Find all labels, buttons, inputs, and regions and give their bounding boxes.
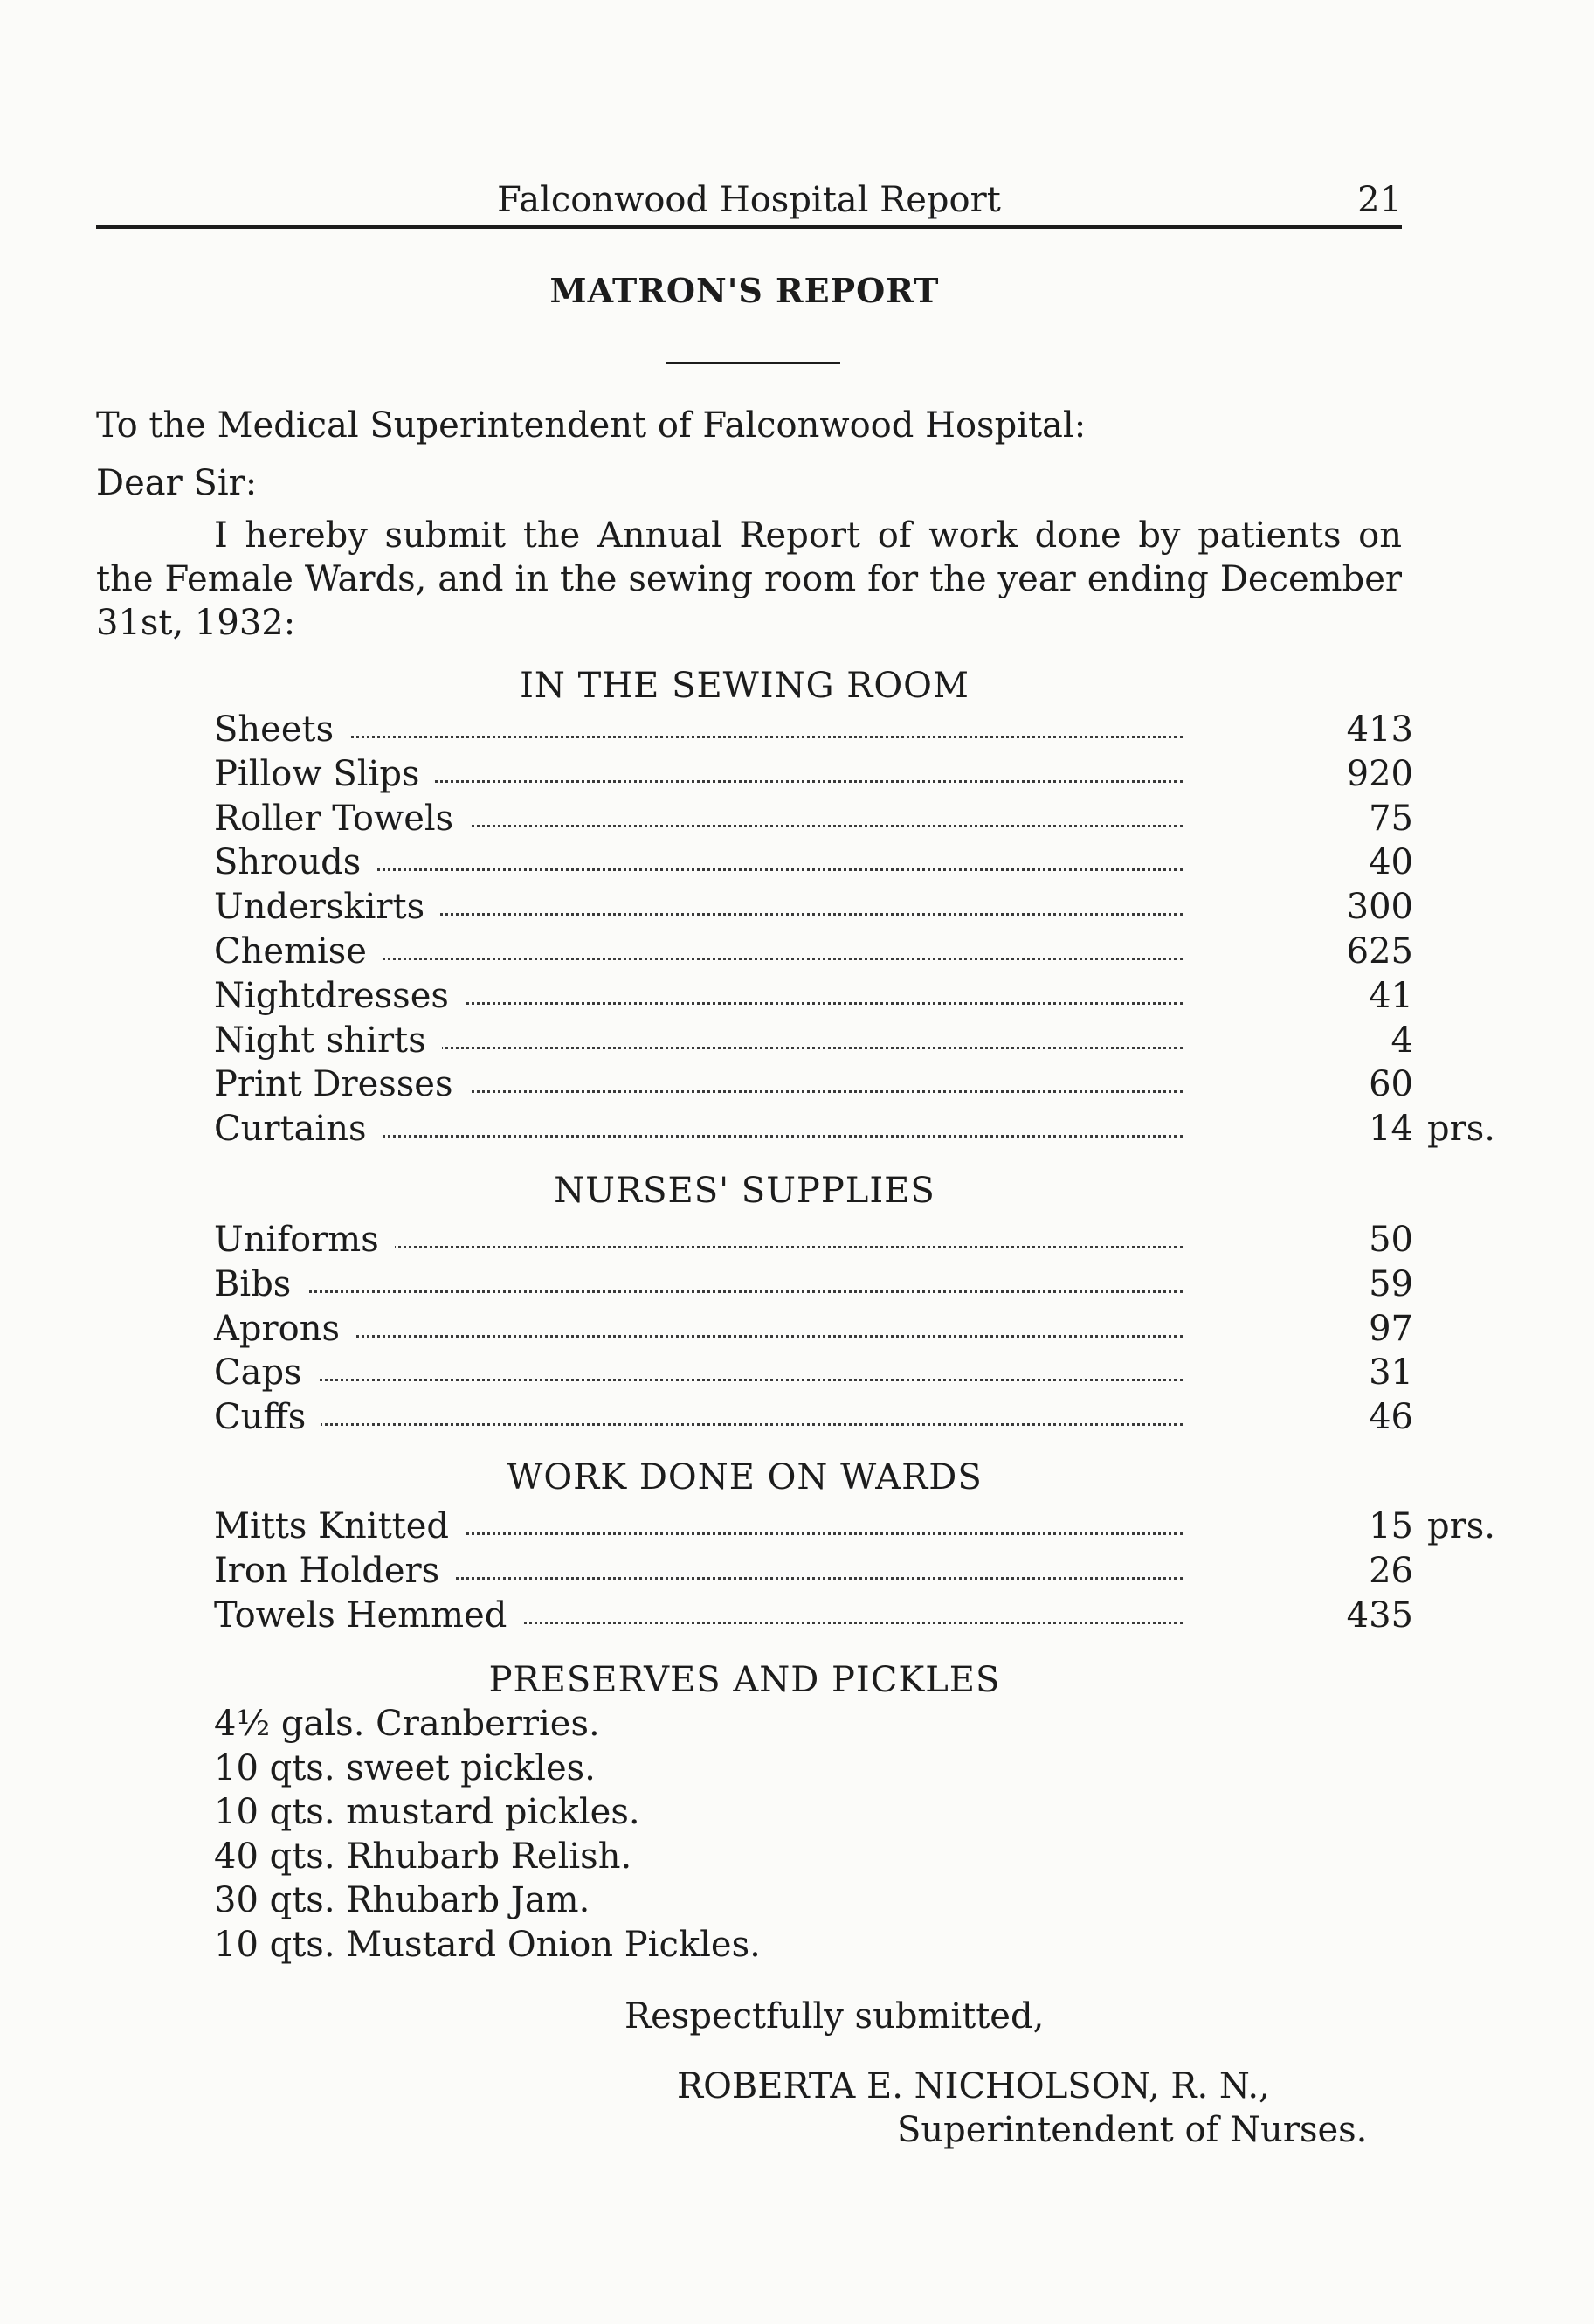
item-quantity: 60 <box>1369 1064 1413 1104</box>
preserve-item: 10 qts. Mustard Onion Pickles. <box>214 1925 761 1965</box>
section-heading: PRESERVES AND PICKLES <box>488 1660 1001 1700</box>
section-heading: WORK DONE ON WARDS <box>507 1457 983 1497</box>
item-label: Underskirts <box>214 885 440 929</box>
item-row <box>214 752 1413 796</box>
dot-leader <box>214 736 1183 738</box>
greeting-line: Dear Sir: <box>96 463 258 503</box>
item-unit: prs. <box>1427 1109 1495 1149</box>
item-value <box>1310 1019 1498 1062</box>
preserve-item: 40 qts. Rhubarb Relish. <box>214 1836 632 1877</box>
item-quantity: 920 <box>1346 754 1413 794</box>
running-header <box>96 175 1402 229</box>
item-value <box>1310 1395 1498 1439</box>
body-line-2: the Female Wards, and in the sewing room for the year ending December <box>96 559 1402 599</box>
item-value <box>1310 1504 1498 1548</box>
item-label: Night shirts <box>214 1019 442 1062</box>
item-value <box>1310 1549 1498 1593</box>
item-row <box>214 974 1413 1018</box>
item-row <box>214 1107 1495 1151</box>
body-line-3: 31st, 1932: <box>96 603 296 643</box>
preserve-item: 10 qts. mustard pickles. <box>214 1792 640 1832</box>
item-label: Caps <box>214 1351 318 1394</box>
item-label: Uniforms <box>214 1218 395 1262</box>
item-row <box>214 1218 1413 1262</box>
item-quantity: 15 <box>1369 1506 1413 1546</box>
item-row <box>214 930 1413 973</box>
item-value <box>1310 1307 1498 1351</box>
item-label: Nightdresses <box>214 974 465 1018</box>
item-value <box>1310 1218 1498 1262</box>
item-label: Bibs <box>214 1262 307 1306</box>
item-row <box>214 1307 1413 1351</box>
item-value <box>1310 1351 1498 1394</box>
item-value <box>1310 752 1498 796</box>
item-label: Curtains <box>214 1107 383 1151</box>
signer-title: Superintendent of Nurses. <box>897 2110 1368 2150</box>
item-quantity: 435 <box>1346 1595 1413 1636</box>
item-row <box>214 885 1413 929</box>
item-row <box>214 840 1413 884</box>
preserve-item: 4½ gals. Cranberries. <box>214 1704 600 1744</box>
item-row <box>214 708 1413 751</box>
item-value <box>1310 930 1498 973</box>
item-row <box>214 1549 1413 1593</box>
item-value <box>1310 797 1498 840</box>
item-label: Towels Hemmed <box>214 1594 522 1637</box>
item-quantity: 4 <box>1390 1020 1413 1061</box>
item-value <box>1310 885 1498 929</box>
preserve-item: 10 qts. sweet pickles. <box>214 1748 596 1788</box>
item-row <box>214 1062 1413 1106</box>
item-label: Chemise <box>214 930 383 973</box>
item-quantity: 14 <box>1369 1109 1413 1149</box>
dot-leader <box>214 1423 1183 1426</box>
item-label: Pillow Slips <box>214 752 435 796</box>
item-value <box>1310 974 1498 1018</box>
section-heading: NURSES' SUPPLIES <box>554 1171 935 1211</box>
body-line-1: I hereby submit the Annual Report of work done by patients on <box>214 515 1402 556</box>
page-number: 21 <box>1357 180 1402 220</box>
item-quantity: 46 <box>1369 1397 1413 1437</box>
item-quantity: 26 <box>1369 1551 1413 1591</box>
item-value <box>1310 708 1498 751</box>
item-quantity: 625 <box>1346 931 1413 972</box>
item-label: Cuffs <box>214 1395 321 1439</box>
item-quantity: 41 <box>1369 976 1413 1016</box>
item-label: Mitts Knitted <box>214 1504 465 1548</box>
item-label: Shrouds <box>214 840 376 884</box>
dot-leader <box>214 1379 1183 1381</box>
item-label: Sheets <box>214 708 349 751</box>
item-quantity: 300 <box>1346 887 1413 927</box>
item-value <box>1310 1262 1498 1306</box>
item-quantity: 413 <box>1346 709 1413 750</box>
item-quantity: 75 <box>1369 799 1413 839</box>
item-quantity: 59 <box>1369 1264 1413 1304</box>
dot-leader <box>214 1335 1183 1338</box>
item-value <box>1310 1107 1498 1151</box>
valediction: Respectfully submitted, <box>624 1996 1045 2037</box>
item-quantity: 31 <box>1369 1352 1413 1393</box>
item-row <box>214 1395 1413 1439</box>
item-value <box>1310 1594 1498 1637</box>
item-row <box>214 797 1413 840</box>
running-title: Falconwood Hospital Report <box>497 180 1001 220</box>
item-quantity: 50 <box>1369 1220 1413 1260</box>
item-unit: prs. <box>1427 1506 1495 1546</box>
item-quantity: 97 <box>1369 1309 1413 1349</box>
dot-leader <box>214 1290 1183 1293</box>
addressee-line: To the Medical Superintendent of Falconwood Hospital: <box>96 405 1087 446</box>
report-title: MATRON'S REPORT <box>549 271 940 310</box>
item-row <box>214 1351 1413 1394</box>
item-row <box>214 1019 1413 1062</box>
item-label: Print Dresses <box>214 1062 469 1106</box>
item-row <box>214 1594 1413 1637</box>
item-quantity: 40 <box>1369 842 1413 882</box>
item-label: Roller Towels <box>214 797 469 840</box>
item-row <box>214 1262 1413 1306</box>
preserve-item: 30 qts. Rhubarb Jam. <box>214 1880 590 1920</box>
item-row <box>214 1504 1495 1548</box>
item-value <box>1310 1062 1498 1106</box>
item-label: Aprons <box>214 1307 355 1351</box>
signer-name: ROBERTA E. NICHOLSON, R. N., <box>677 2066 1270 2106</box>
title-divider <box>666 362 840 364</box>
item-value <box>1310 840 1498 884</box>
section-heading: IN THE SEWING ROOM <box>520 666 970 706</box>
item-label: Iron Holders <box>214 1549 455 1593</box>
